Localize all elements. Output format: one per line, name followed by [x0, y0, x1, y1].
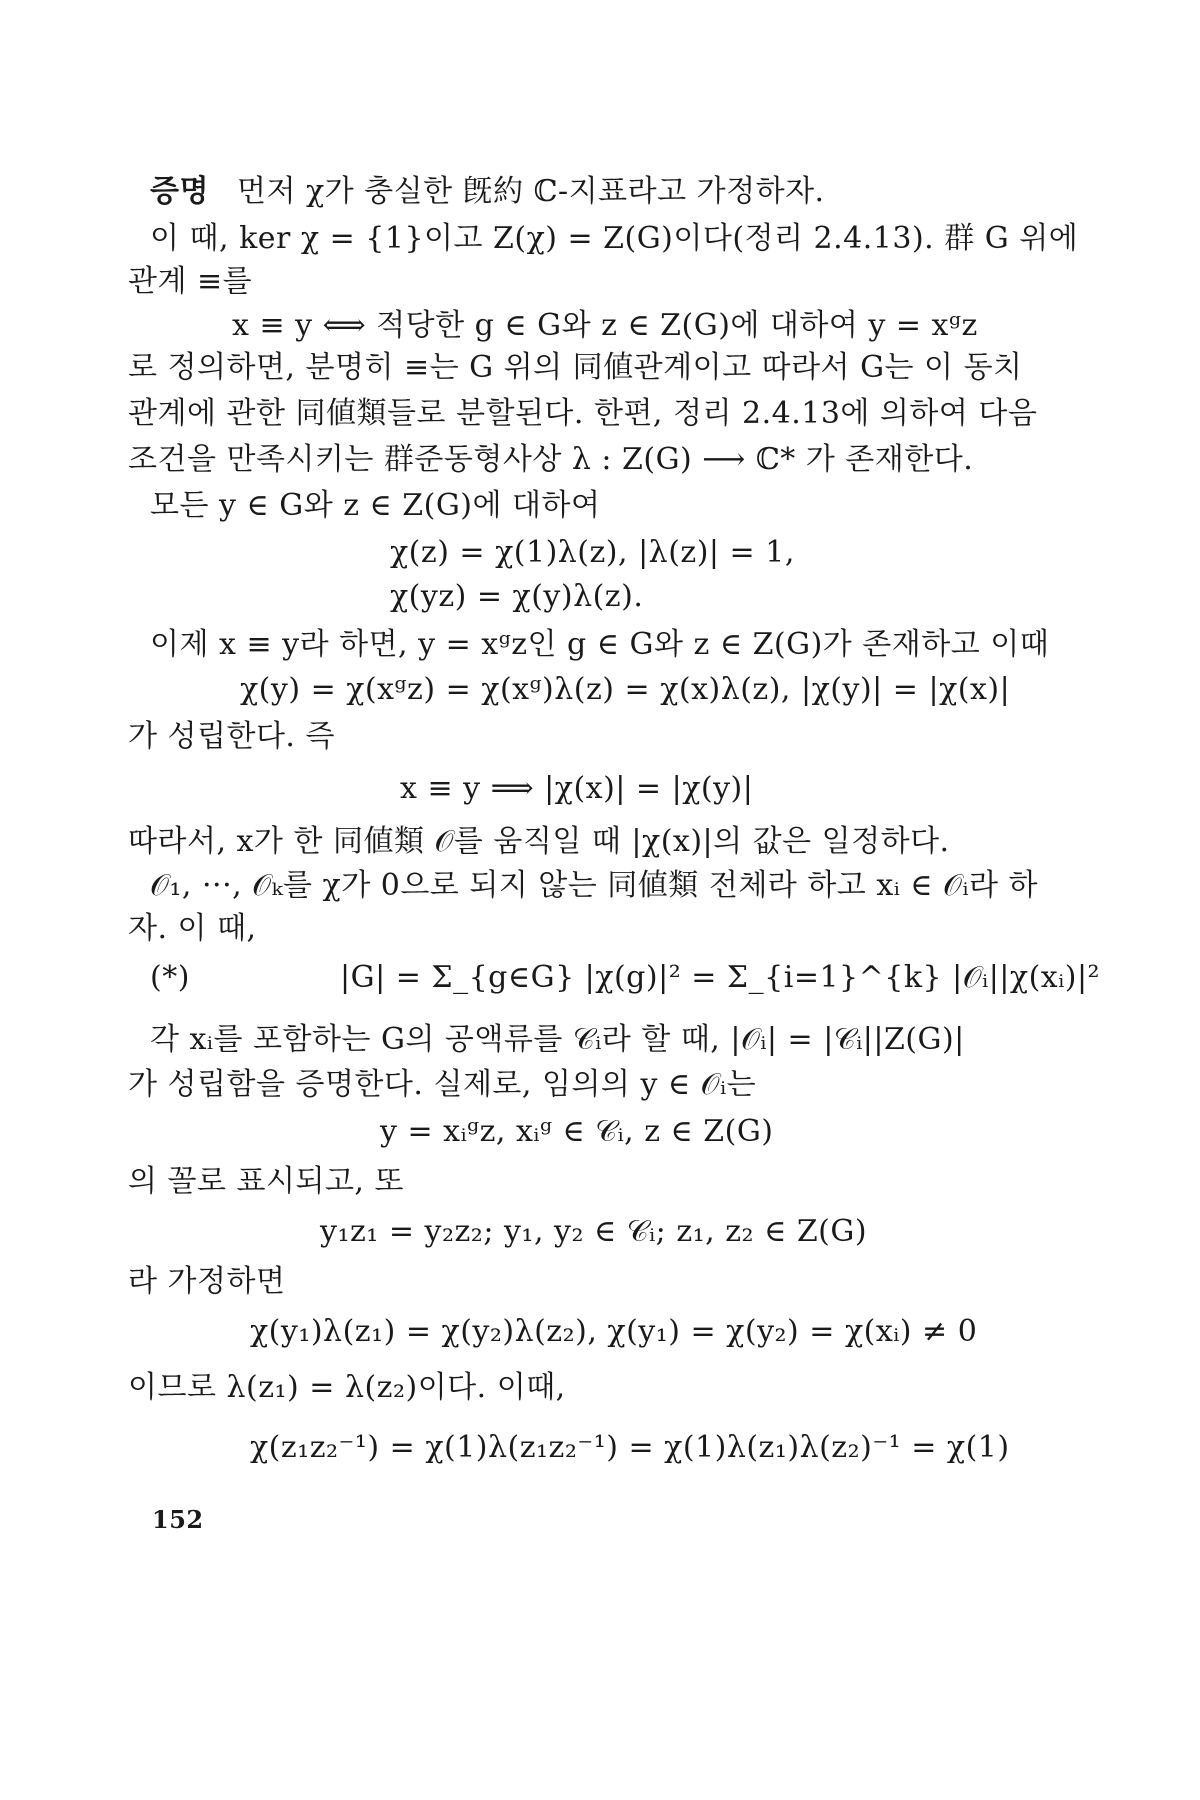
- text-line: 관계 ≡를: [128, 264, 253, 299]
- equation-row: [150, 958, 190, 998]
- text-line: 이 때, ker χ = {1}이고 Z(χ) = Z(G)이다(정리 2.4.13). 群 G 위에: [150, 221, 1079, 256]
- text-line: 관계에 관한 同値類들로 분할된다. 한편, 정리 2.4.13에 의하여 다음: [128, 396, 1038, 431]
- text-line: 로 정의하면, 분명히 ≡는 G 위의 同値관계이고 따라서 G는 이 동치: [128, 350, 1023, 385]
- equation: χ(z₁z₂⁻¹) = χ(1)λ(z₁z₂⁻¹) = χ(1)λ(z₁)λ(z₂)⁻¹ = χ(1): [250, 1430, 1010, 1465]
- proof-label: 증명: [150, 174, 209, 209]
- text-line: 모든 y ∈ G와 z ∈ Z(G)에 대하여: [150, 488, 601, 523]
- equation: y = xᵢᵍz, xᵢᵍ ∈ 𝒞ᵢ, z ∈ Z(G): [380, 1114, 774, 1149]
- text-line: 이므로 λ(z₁) = λ(z₂)이다. 이때,: [128, 1370, 566, 1405]
- equation: |G| = Σ_{g∈G} |χ(g)|² = Σ_{i=1}^{k} |𝒪ᵢ||χ(xᵢ)|²: [340, 960, 1101, 995]
- text-line: 먼저 χ가 충실한 旣約 ℂ-지표라고 가정하자.: [236, 174, 825, 209]
- equation: χ(y) = χ(xᵍz) = χ(xᵍ)λ(z) = χ(x)λ(z), |χ(y)| = |χ(x)|: [240, 672, 1011, 707]
- text-line: 가 성립한다. 즉: [128, 719, 335, 754]
- equation: x ≡ y ⟹ |χ(x)| = |χ(y)|: [400, 771, 754, 806]
- text-line: 따라서, x가 한 同値類 𝒪를 움직일 때 |χ(x)|의 값은 일정하다.: [128, 824, 950, 859]
- text-line: 가 성립함을 증명한다. 실제로, 임의의 y ∈ 𝒪ᵢ는: [128, 1067, 757, 1102]
- equation: χ(yz) = χ(y)λ(z).: [390, 579, 644, 614]
- text-line: 자. 이 때,: [128, 911, 257, 946]
- equation: x ≡ y ⟺ 적당한 g ∈ G와 z ∈ Z(G)에 대하여 y = xᵍz: [232, 308, 978, 343]
- equation: χ(y₁)λ(z₁) = χ(y₂)λ(z₂), χ(y₁) = χ(y₂) = χ(xᵢ) ≠ 0: [250, 1314, 978, 1349]
- text-line: 각 xᵢ를 포함하는 G의 공액류를 𝒞ᵢ라 할 때, |𝒪ᵢ| = |𝒞ᵢ||Z(G)|: [150, 1022, 965, 1057]
- text-line: 𝒪₁, ···, 𝒪ₖ를 χ가 0으로 되지 않는 同値類 전체라 하고 xᵢ ∈ 𝒪ᵢ라 하: [150, 868, 1038, 903]
- text-line: 라 가정하면: [128, 1264, 286, 1299]
- equation: χ(z) = χ(1)λ(z), |λ(z)| = 1,: [390, 535, 795, 570]
- proof-line: [150, 172, 825, 212]
- page-number: 152: [152, 1505, 204, 1534]
- equation: y₁z₁ = y₂z₂; y₁, y₂ ∈ 𝒞ᵢ; z₁, z₂ ∈ Z(G): [320, 1214, 868, 1249]
- text-line: 이제 x ≡ y라 하면, y = xᵍz인 g ∈ G와 z ∈ Z(G)가 존재하고 이때: [150, 627, 1050, 662]
- equation-tag: (*): [150, 960, 190, 995]
- text-line: 의 꼴로 표시되고, 또: [128, 1164, 404, 1199]
- text-line: 조건을 만족시키는 群준동형사상 λ : Z(G) ⟶ ℂ* 가 존재한다.: [128, 442, 974, 477]
